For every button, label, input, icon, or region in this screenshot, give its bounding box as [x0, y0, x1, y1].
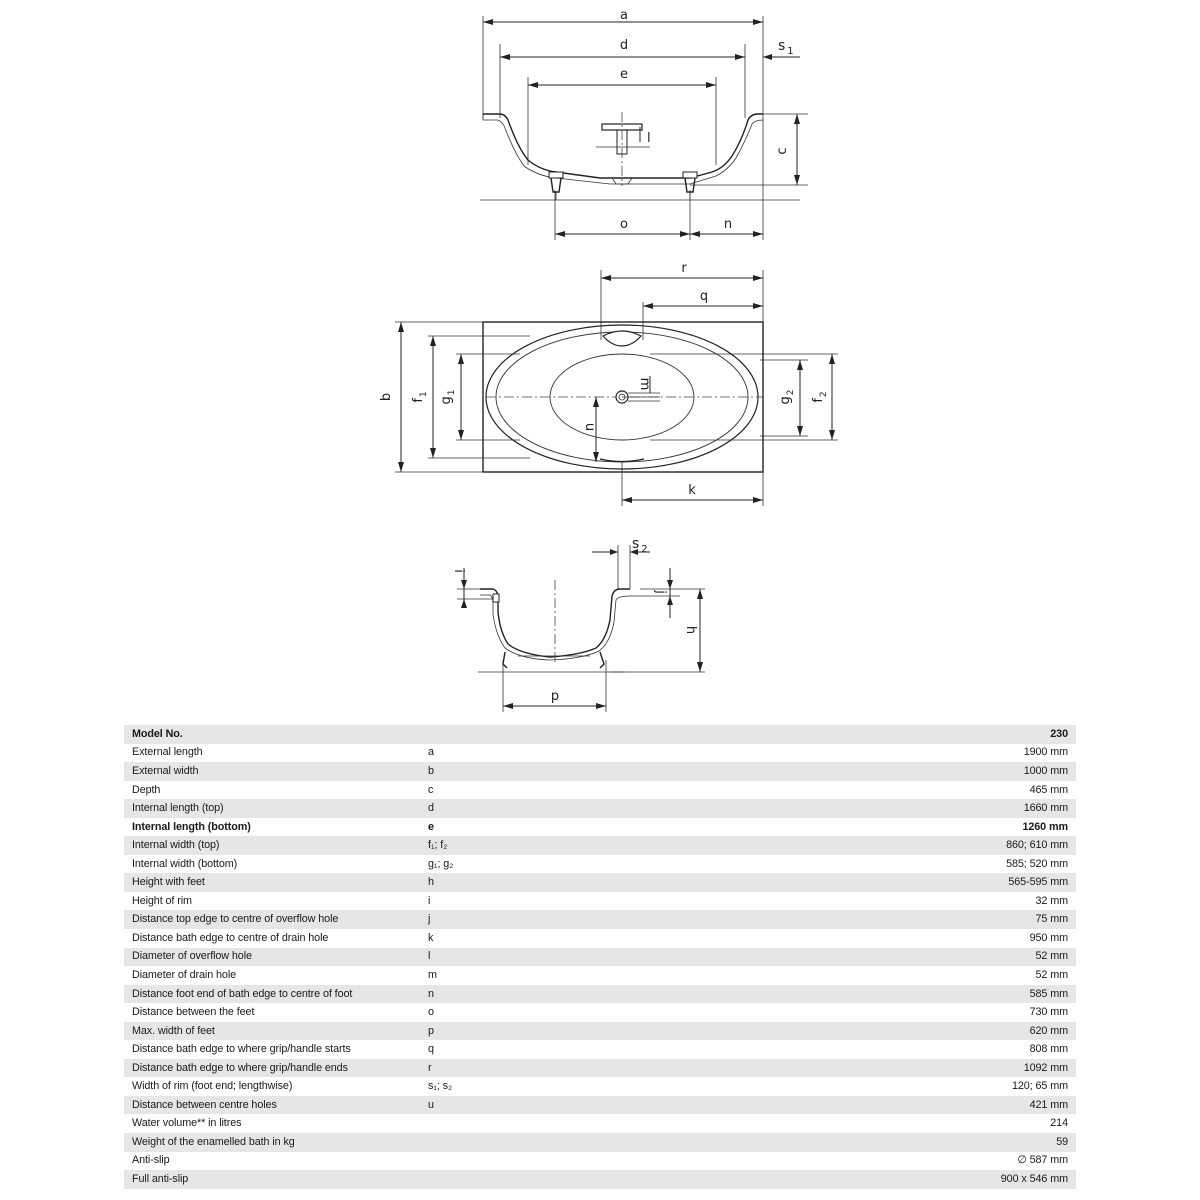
table-row — [124, 1077, 1076, 1096]
row-value: 75 mm — [736, 910, 1076, 929]
header-label: Model No. — [124, 725, 420, 744]
table-row — [124, 818, 1076, 837]
row-label: Depth — [124, 781, 420, 800]
row-symbol — [420, 1170, 736, 1189]
row-value: 950 mm — [736, 929, 1076, 948]
row-label: Diameter of drain hole — [124, 966, 420, 985]
header-value: 230 — [736, 725, 1076, 744]
row-symbol — [420, 1133, 736, 1152]
row-label: External length — [124, 744, 420, 763]
dim-label-i: i — [451, 569, 466, 573]
table-row — [124, 744, 1076, 763]
table-row — [124, 1152, 1076, 1171]
row-symbol: q — [420, 1040, 736, 1059]
row-value: 465 mm — [736, 781, 1076, 800]
row-value: 565-595 mm — [736, 873, 1076, 892]
dim-label-o: o — [620, 217, 628, 232]
cross-section-view — [451, 536, 705, 712]
dim-label-u: u — [582, 422, 597, 432]
row-symbol: f₁; f₂ — [420, 836, 736, 855]
row-value: 421 mm — [736, 1096, 1076, 1115]
dim-label-g1: $g_1$ — [439, 389, 457, 405]
dim-label-p: p — [550, 689, 560, 704]
row-label: Width of rim (foot end; lengthwise) — [124, 1077, 420, 1096]
row-label: Internal length (top) — [124, 799, 420, 818]
row-label: Diameter of overflow hole — [124, 948, 420, 967]
row-label: Full anti-slip — [124, 1170, 420, 1189]
row-label: Max. width of feet — [124, 1022, 420, 1041]
dim-label-n: n — [723, 217, 733, 232]
row-label: Weight of the enamelled bath in kg — [124, 1133, 420, 1152]
row-value: 900 x 546 mm — [736, 1170, 1076, 1189]
dim-label-d: d — [619, 38, 629, 53]
row-symbol: u — [420, 1096, 736, 1115]
longitudinal-section-view — [480, 8, 808, 240]
table-row — [124, 762, 1076, 781]
row-value: 808 mm — [736, 1040, 1076, 1059]
table-row — [124, 1022, 1076, 1041]
table-row — [124, 799, 1076, 818]
header-symbol — [420, 725, 736, 744]
row-value: 860; 610 mm — [736, 836, 1076, 855]
table-row — [124, 836, 1076, 855]
row-symbol: a — [420, 744, 736, 763]
row-label: Height with feet — [124, 873, 420, 892]
row-label: Anti-slip — [124, 1152, 420, 1171]
row-symbol: l — [420, 948, 736, 967]
dim-label-g2: $g_2$ — [778, 389, 796, 405]
row-symbol: r — [420, 1059, 736, 1078]
table-row — [124, 1096, 1076, 1115]
row-symbol: m — [420, 966, 736, 985]
row-value: 32 mm — [736, 892, 1076, 911]
dim-label-r: r — [681, 261, 687, 276]
row-label: Distance between centre holes — [124, 1096, 420, 1115]
row-symbol: e — [420, 818, 736, 837]
row-label: Distance bath edge to centre of drain hole — [124, 929, 420, 948]
row-value: 120; 65 mm — [736, 1077, 1076, 1096]
row-value: 59 — [736, 1133, 1076, 1152]
row-symbol: i — [420, 892, 736, 911]
row-symbol: h — [420, 873, 736, 892]
row-symbol: s₁; s₂ — [420, 1077, 736, 1096]
row-symbol: c — [420, 781, 736, 800]
dim-label-f1: $f_1$ — [411, 391, 429, 403]
table-row — [124, 910, 1076, 929]
table-row — [124, 966, 1076, 985]
dim-label-j: j — [653, 590, 668, 594]
row-value: 1092 mm — [736, 1059, 1076, 1078]
row-label: Distance foot end of bath edge to centre of foot — [124, 985, 420, 1004]
table-row — [124, 985, 1076, 1004]
row-value: ∅ 587 mm — [736, 1152, 1076, 1171]
row-value: 585 mm — [736, 985, 1076, 1004]
table-row — [124, 855, 1076, 874]
row-label: Distance bath edge to where grip/handle starts — [124, 1040, 420, 1059]
row-symbol: n — [420, 985, 736, 1004]
row-value: 620 mm — [736, 1022, 1076, 1041]
row-label: Internal length (bottom) — [124, 818, 420, 837]
row-value: 585; 520 mm — [736, 855, 1076, 874]
row-symbol: g₁; g₂ — [420, 855, 736, 874]
row-symbol — [420, 1152, 736, 1171]
row-symbol: j — [420, 910, 736, 929]
dim-label-e: e — [620, 67, 628, 82]
row-value: 1000 mm — [736, 762, 1076, 781]
plan-view — [379, 261, 838, 506]
row-symbol: p — [420, 1022, 736, 1041]
table-row — [124, 1059, 1076, 1078]
table-row — [124, 892, 1076, 911]
dim-label-s2: s $_2$ — [632, 536, 648, 555]
row-label: Distance between the feet — [124, 1003, 420, 1022]
dim-label-s1: s $_1$ — [778, 38, 794, 57]
row-value: 1260 mm — [736, 818, 1076, 837]
row-value: 1660 mm — [736, 799, 1076, 818]
row-label: Distance bath edge to where grip/handle ends — [124, 1059, 420, 1078]
dim-label-c: c — [775, 147, 790, 155]
table-row — [124, 948, 1076, 967]
row-label: Distance top edge to centre of overflow hole — [124, 910, 420, 929]
row-symbol: k — [420, 929, 736, 948]
row-label: Internal width (bottom) — [124, 855, 420, 874]
table-header-row — [124, 725, 1076, 744]
row-value: 1900 mm — [736, 744, 1076, 763]
row-label: Height of rim — [124, 892, 420, 911]
dim-label-f2: $f_2$ — [811, 391, 829, 403]
table-row — [124, 1170, 1076, 1189]
table-row — [124, 929, 1076, 948]
dim-label-a: a — [620, 8, 628, 23]
dim-label-l: l — [647, 131, 651, 146]
table-row — [124, 1040, 1076, 1059]
row-value: 214 — [736, 1114, 1076, 1133]
row-symbol — [420, 1114, 736, 1133]
row-symbol: d — [420, 799, 736, 818]
table-row — [124, 1003, 1076, 1022]
table-row — [124, 1133, 1076, 1152]
dim-label-b: b — [379, 392, 394, 402]
foot-left — [549, 172, 563, 200]
table-row — [124, 873, 1076, 892]
table-row — [124, 1114, 1076, 1133]
row-label: Water volume** in litres — [124, 1114, 420, 1133]
row-label: External width — [124, 762, 420, 781]
dim-label-k: k — [688, 483, 696, 498]
specification-table — [124, 725, 1076, 1189]
row-symbol: b — [420, 762, 736, 781]
row-value: 730 mm — [736, 1003, 1076, 1022]
table-row — [124, 781, 1076, 800]
dim-label-m: m — [637, 377, 652, 391]
dim-label-h: h — [683, 625, 698, 635]
row-value: 52 mm — [736, 966, 1076, 985]
row-label: Internal width (top) — [124, 836, 420, 855]
row-value: 52 mm — [736, 948, 1076, 967]
dim-label-q: q — [699, 289, 709, 304]
row-symbol: o — [420, 1003, 736, 1022]
foot-right — [683, 172, 697, 200]
